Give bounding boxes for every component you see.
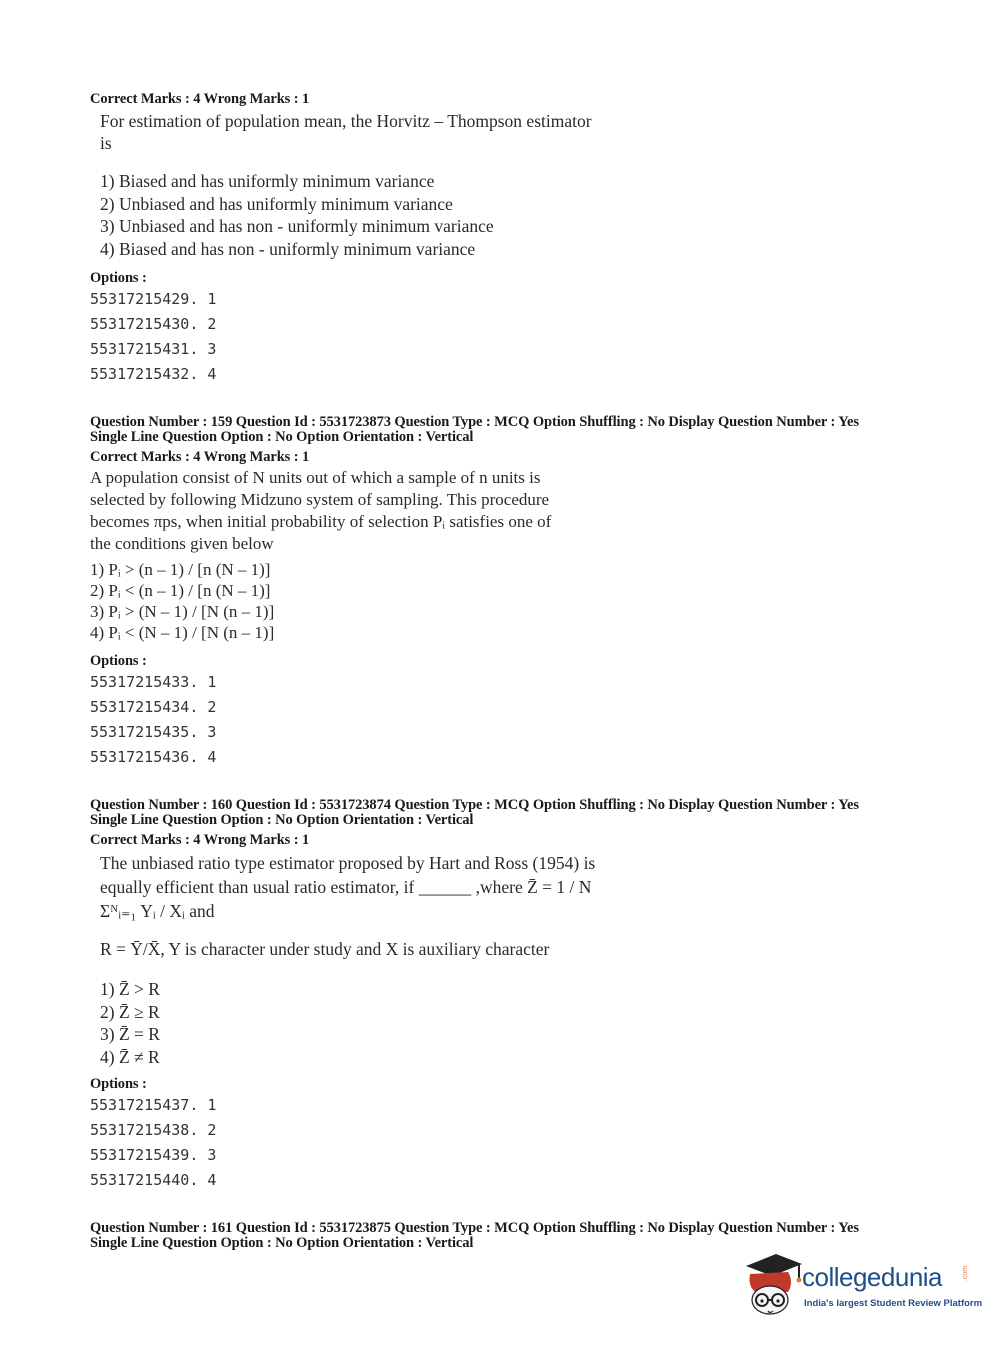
- logo-suffix: .com: [962, 1265, 970, 1282]
- q158-marks: Correct Marks : 4 Wrong Marks : 1: [90, 91, 310, 107]
- choice: 4) Pᵢ < (N – 1) / [N (n – 1)]: [90, 623, 275, 642]
- q160-answer-choices: [100, 978, 160, 1068]
- option-id: 55317215431. 3: [90, 340, 217, 358]
- option-id: 55317215439. 3: [90, 1146, 217, 1164]
- choice: 2) Z̄ ≥ R: [100, 1001, 160, 1022]
- choice: 1) Biased and has uniformly minimum variance: [100, 171, 435, 191]
- choice: 1) Pᵢ > (n – 1) / [n (N – 1)]: [90, 560, 271, 579]
- q158-question-text: For estimation of population mean, the Horvitz – Thompson estimator is: [100, 111, 592, 153]
- q159-options-label: Options :: [90, 653, 147, 669]
- choice: 3) Unbiased and has non - uniformly minimum variance: [100, 216, 494, 236]
- q159-header: Question Number : 159 Question Id : 5531723873 Question Type : MCQ Option Shuffling : No Display Question Number : Yes Single Line Question Option : No Option Orientation : Vertical: [90, 414, 859, 445]
- q159-answer-choices: [90, 559, 274, 643]
- q161-header: Question Number : 161 Question Id : 5531723875 Question Type : MCQ Option Shuffling : No Display Question Number : Yes Single Line Question Option : No Option Orientation : Vertical: [90, 1220, 859, 1251]
- option-id: 55317215432. 4: [90, 365, 217, 383]
- option-id: 55317215437. 1: [90, 1096, 217, 1114]
- collegedunia-logo: [742, 1250, 983, 1320]
- logo-wordmark: collegedunia: [802, 1262, 943, 1292]
- q158-options-label: Options :: [90, 270, 147, 286]
- q160-question-text: The unbiased ratio type estimator proposed by Hart and Ross (1954) is equally efficient than usual ratio estimator, if ______ ,where Z̄ = 1 / N Σᴺᵢ₌₁ Yᵢ / Xᵢ and R = Ȳ/X̄, Y is character under study and X is auxiliary character: [100, 853, 596, 959]
- option-id: 55317215430. 2: [90, 315, 217, 333]
- option-id: 55317215434. 2: [90, 698, 217, 716]
- choice: 2) Unbiased and has uniformly minimum variance: [100, 193, 453, 214]
- q159-question-text: A population consist of N units out of which a sample of n units is selected by following Midzuno system of sampling. This procedure becomes πps, when initial probability of selection Pᵢ satisfies one of the conditions given below: [90, 468, 552, 553]
- option-id: 55317215436. 4: [90, 748, 217, 766]
- choice: 1) Z̄ > R: [100, 979, 160, 999]
- choice: 4) Biased and has non - uniformly minimum variance: [100, 238, 476, 259]
- option-id: 55317215433. 1: [90, 673, 217, 691]
- q158-option-ids: [90, 287, 216, 387]
- choice: 2) Pᵢ < (n – 1) / [n (N – 1)]: [90, 581, 271, 600]
- q159-marks: Correct Marks : 4 Wrong Marks : 1: [90, 449, 310, 465]
- option-id: 55317215440. 4: [90, 1171, 217, 1189]
- q160-marks: Correct Marks : 4 Wrong Marks : 1: [90, 832, 310, 848]
- choice: 3) Z̄ = R: [100, 1024, 160, 1044]
- q160-header: Question Number : 160 Question Id : 5531723874 Question Type : MCQ Option Shuffling : No Display Question Number : Yes Single Line Question Option : No Option Orientation : Vertical: [90, 797, 859, 828]
- option-id: 55317215438. 2: [90, 1121, 217, 1139]
- choice: 3) Pᵢ > (N – 1) / [N (n – 1)]: [90, 602, 275, 621]
- q158-answer-choices: [100, 170, 494, 260]
- q159-option-ids: [90, 670, 216, 770]
- option-id: 55317215435. 3: [90, 723, 217, 741]
- student-mascot-icon: [742, 1250, 804, 1320]
- q160-options-label: Options :: [90, 1076, 147, 1092]
- option-id: 55317215429. 1: [90, 290, 217, 308]
- logo-tagline: India's largest Student Review Platform: [804, 1298, 983, 1309]
- choice: 4) Z̄ ≠ R: [100, 1046, 160, 1067]
- q160-option-ids: [90, 1093, 216, 1193]
